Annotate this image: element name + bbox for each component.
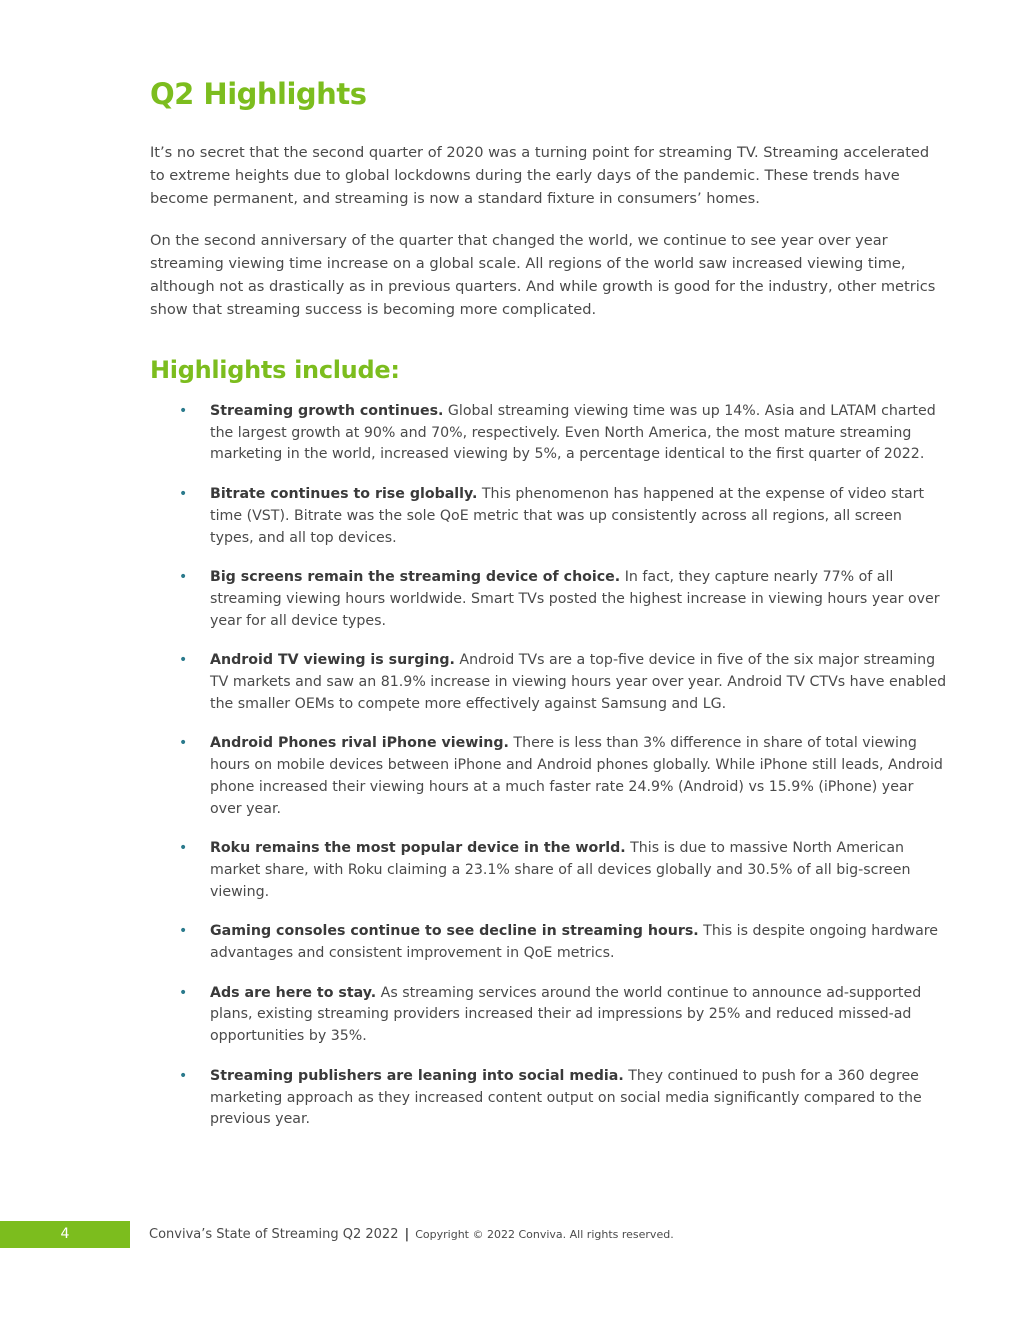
highlight-item-social-media [150, 1066, 948, 1131]
bullet-icon: • [179, 486, 188, 503]
highlight-lead: Gaming consoles continue to see decline in streaming hours. [210, 923, 699, 940]
bullet-icon: • [179, 1067, 188, 1084]
highlight-text: This is due to massive North American market share, with Roku claiming a 23.1% share of all devices globally and 30.5% of all big-screen viewing. [210, 840, 911, 900]
bullet-icon: • [179, 735, 188, 752]
highlight-item-android-tv [150, 650, 948, 715]
bullet-icon: • [179, 840, 188, 857]
footer-doc-title: Conviva’s State of Streaming Q2 2022 [149, 1227, 399, 1242]
footer-separator: | [404, 1227, 410, 1242]
highlight-text: This phenomenon has happened at the expense of video start time (VST). Bitrate was the sole QoE metric that was up consistently across all regions, all screen types, and all top devices. [210, 486, 925, 546]
highlight-text: They continued to push for a 360 degree marketing approach as they increased content output on social media significantly compared to the previous year. [210, 1067, 922, 1128]
highlights-list [150, 401, 948, 1149]
highlight-item-streaming-growth [150, 401, 948, 466]
intro-paragraph-1: It’s no secret that the second quarter of 2020 was a turning point for streaming TV. Streaming accelerated to extreme heights due to global lockdowns during the early days of the pandemic. These trends have become permanent, and streaming is now a standard fixture in consumers’ homes. [150, 144, 930, 207]
highlight-lead: Bitrate continues to rise globally. [210, 486, 478, 503]
highlight-text: This is despite ongoing hardware advantages and consistent improvement in QoE metrics. [210, 923, 939, 962]
page-number: 4 [0, 1221, 130, 1248]
highlight-lead: Big screens remain the streaming device of choice. [210, 569, 621, 586]
highlight-text: Android TVs are a top-five device in five of the six major streaming TV markets and saw an 81.9% increase in viewing hours year over year. Android TV CTVs have enabled the smaller OEMs to compete more effectively against Samsung and LG. [210, 652, 947, 712]
highlight-lead: Roku remains the most popular device in the world. [210, 840, 626, 857]
bullet-icon: • [179, 984, 188, 1001]
highlight-text: As streaming services around the world continue to announce ad-supported plans, existing streaming providers increased their ad impressions by 25% and reduced missed-ad opportunities by 35%. [210, 984, 922, 1045]
bullet-icon: • [179, 923, 188, 940]
highlight-text: Global streaming viewing time was up 14%. Asia and LATAM charted the largest growth at 90% and 70%, respectively. Even North America, the most mature streaming marketing in the world, increased viewing by 5%, a percentage identical to the first quarter of 2022. [210, 403, 936, 463]
highlight-lead: Streaming publishers are leaning into social media. [210, 1067, 624, 1084]
highlight-text: There is less than 3% difference in share of total viewing hours on mobile devices between iPhone and Android phones globally. While iPhone still leads, Android phone increased their viewing hours at a much faster rate 24.9% (Android) vs 15.9% (iPhone) year over year. [210, 735, 943, 817]
highlight-lead: Android Phones rival iPhone viewing. [210, 735, 509, 752]
highlight-item-bitrate [150, 484, 948, 549]
bullet-icon: • [179, 403, 188, 419]
bullet-icon: • [179, 569, 188, 586]
highlight-item-big-screens [150, 567, 948, 632]
intro-paragraph-2: On the second anniversary of the quarter that changed the world, we continue to see year over year streaming viewing time increase on a global scale. All regions of the world saw increased viewing time, although not as drastically as in previous quarters. And while growth is good for the industry, other metrics show that streaming success is becoming more complicated. [150, 232, 936, 318]
highlight-item-roku [150, 838, 948, 903]
highlight-lead: Android TV viewing is surging. [210, 652, 455, 669]
bullet-icon: • [179, 652, 188, 669]
highlights-heading: Highlights include: [150, 356, 400, 384]
highlight-item-ads [150, 983, 948, 1048]
page-title: Q2 Highlights [150, 77, 367, 111]
highlight-lead: Ads are here to stay. [210, 984, 377, 1001]
highlight-lead: Streaming growth continues. [210, 403, 444, 419]
highlight-text: In fact, they capture nearly 77% of all streaming viewing hours worldwide. Smart TVs posted the highest increase in viewing hours year over year for all device types. [210, 569, 940, 629]
highlight-item-gaming-consoles [150, 921, 948, 964]
footer [149, 1221, 674, 1248]
highlight-item-android-phones [150, 733, 948, 820]
footer-copyright: Copyright © 2022 Conviva. All rights reserved. [415, 1228, 674, 1241]
